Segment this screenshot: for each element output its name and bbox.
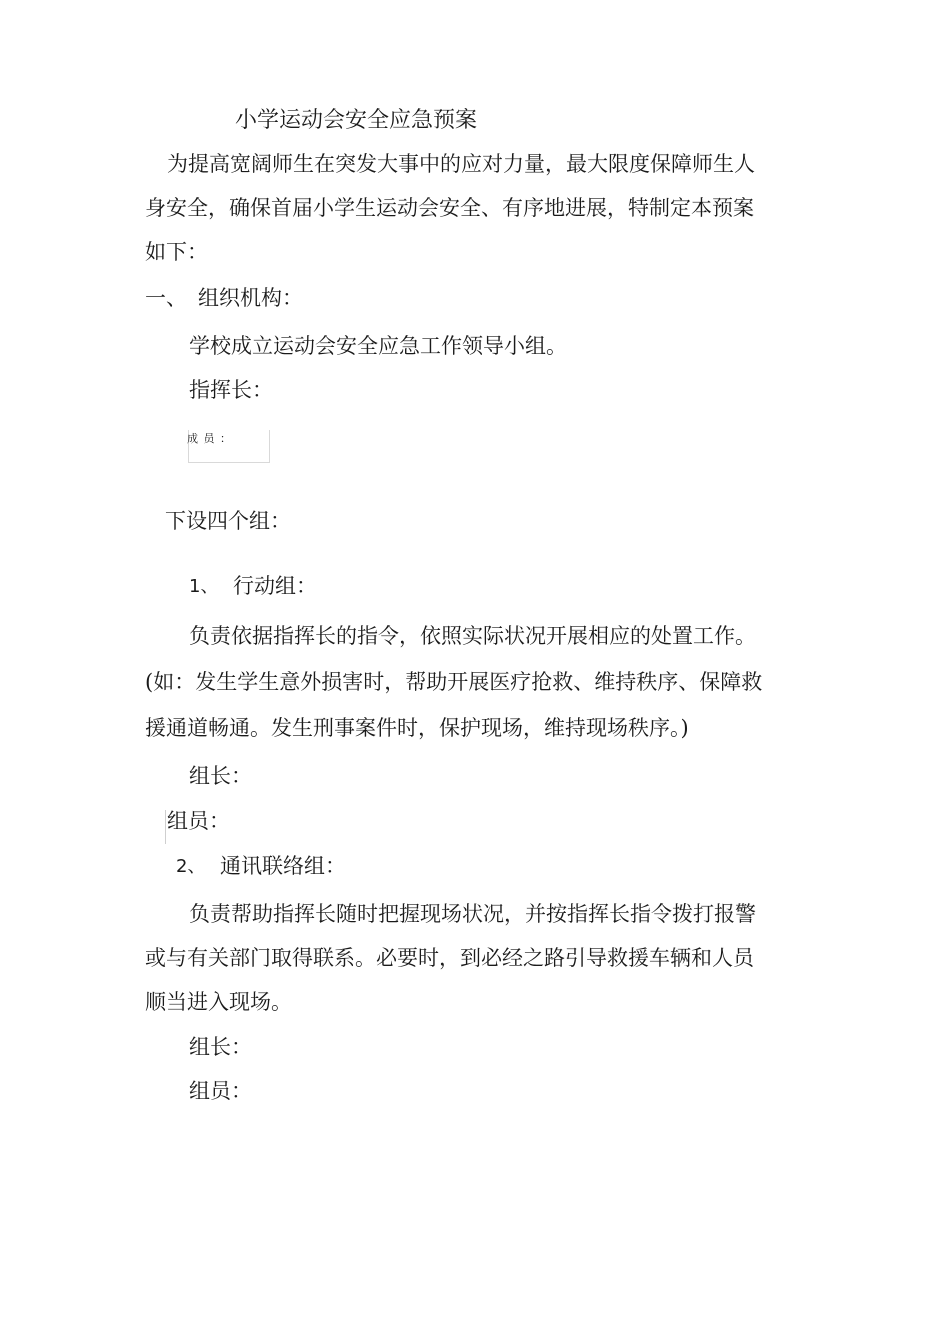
group-members-label: 组员： [167,809,230,833]
group-description-line: (如：发生学生意外损害时，帮助开展医疗抢救、维持秩序、保障救 [145,670,763,694]
group-leader-label: 组长： [189,764,252,788]
group-marker: 2、 [176,856,206,877]
margin-line [165,810,166,844]
group-members-label: 组员： [189,1079,252,1103]
leading-group-text: 学校成立运动会安全应急工作领导小组。 [189,334,567,358]
group-description-line: 顺当进入现场。 [145,990,292,1014]
section-heading: 组织机构： [198,286,303,310]
commander-label: 指挥长： [189,378,273,402]
group-leader-label: 组长： [189,1035,252,1059]
intro-line: 身安全，确保首届小学生运动会安全、有序地进展，特制定本预案 [145,196,754,220]
members-label-small: 成 员 ： [187,432,232,445]
intro-line: 如下： [145,240,208,264]
group-description-line: 或与有关部门取得联系。必要时，到必经之路引导救援车辆和人员 [145,946,754,970]
intro-line: 为提高宽阔师生在突发大事中的应对力量，最大限度保障师生人 [167,152,755,176]
document-title: 小学运动会安全应急预案 [235,108,478,133]
section-marker: 一、 [145,286,187,310]
group-description-line: 负责依据指挥长的指令，依照实际状况开展相应的处置工作。 [189,624,756,648]
group-heading: 行动组： [233,574,317,598]
group-marker: 1、 [189,576,219,597]
group-heading: 通讯联络组： [220,854,346,878]
group-description-line: 负责帮助指挥长随时把握现场状况，并按指挥长指令拨打报警 [189,902,756,926]
subgroups-intro: 下设四个组： [165,509,291,533]
group-description-line: 援通道畅通。发生刑事案件时，保护现场，维持现场秩序。) [145,716,689,740]
